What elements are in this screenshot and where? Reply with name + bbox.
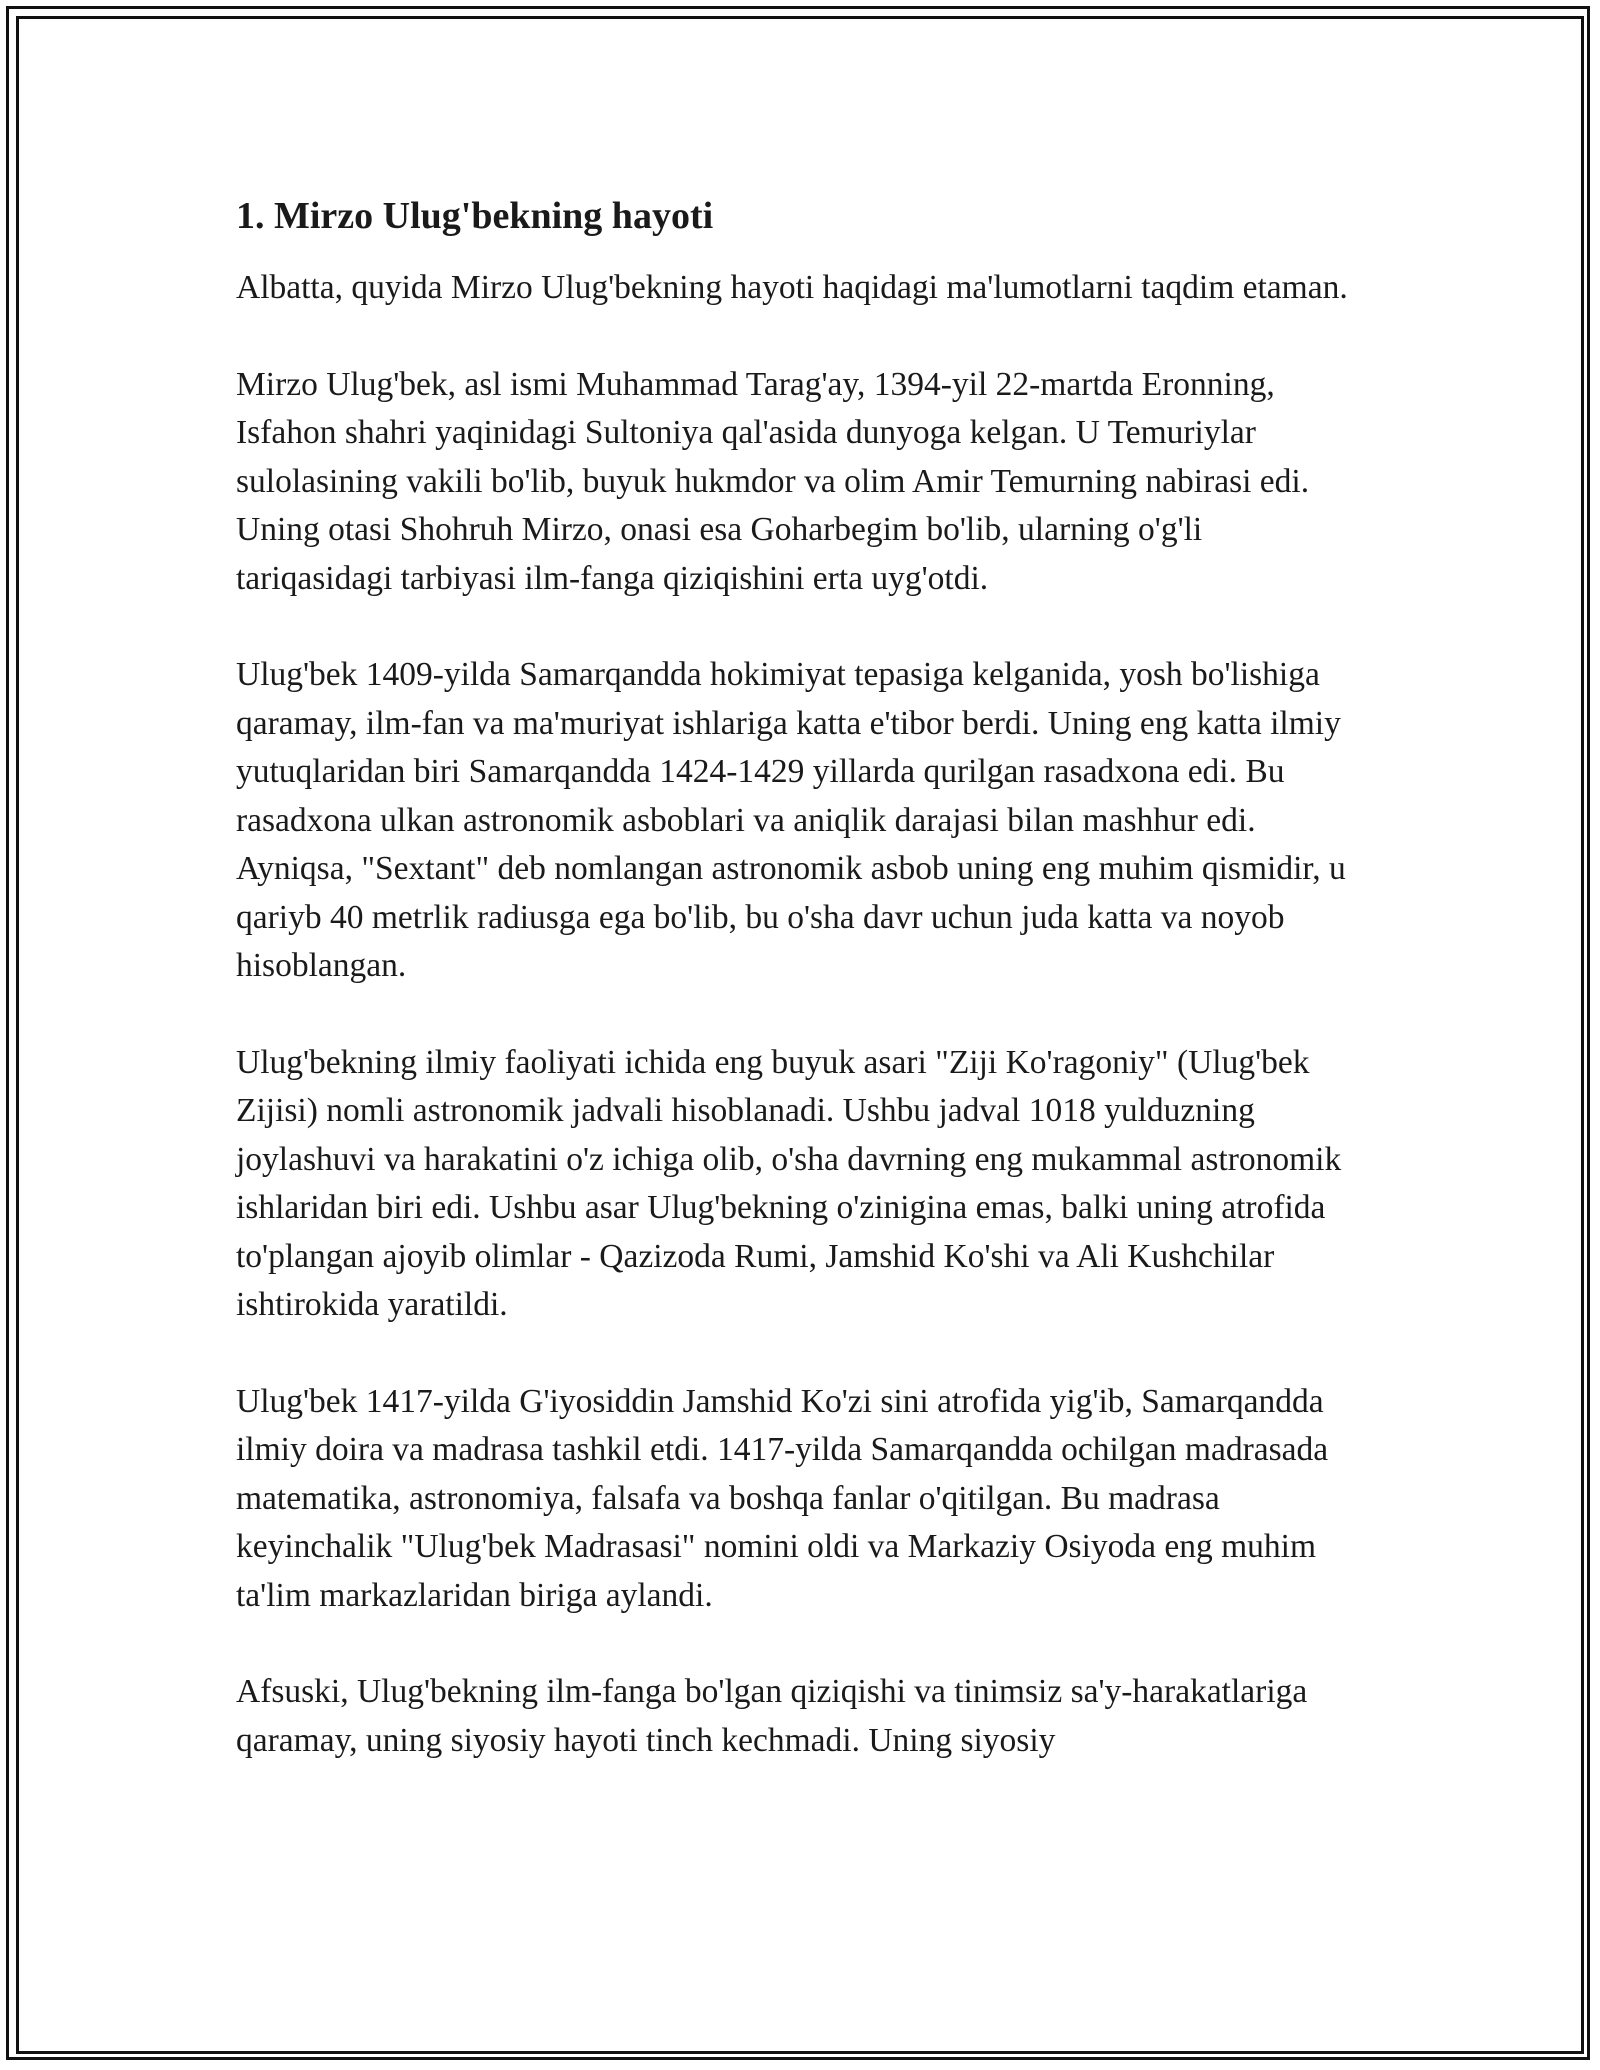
document-body bbox=[236, 190, 1366, 1813]
paragraph-observatory: Ulug'bek 1409-yilda Samarqandda hokimiyat tepasiga kelganida, yosh bo'lishiga qaramay, ilm-fan va ma'muriyat ishlariga katta e'tibor berdi. Uning eng katta ilmiy yutuqlaridan biri Samarqandda 1424-1429 yillarda qurilgan rasadxona edi. Bu rasadxona ulkan astronomik asboblari va aniqlik darajasi bilan mashhur edi. Ayniqsa, "Sextant" deb nomlangan astronomik asbob uning eng muhim qismidir, u qariyb 40 metrlik radiusga ega bo'lib, bu o'sha davr uchun juda katta va noyob hisoblangan. bbox=[236, 656, 1346, 984]
paragraph-birth: Mirzo Ulug'bek, asl ismi Muhammad Tarag'ay, 1394-yil 22-martda Eronning, Isfahon shahri yaqinidagi Sultoniya qal'asida dunyoga kelgan. U Temuriylar sulolasining vakili bo'lib, buyuk hukmdor va olim Amir Temurning nabirasi edi. Uning otasi Shohruh Mirzo, onasi esa Goharbegim bo'lib, ularning o'g'li tariqasidagi tarbiyasi ilm-fanga qiziqishini erta uyg'otdi. bbox=[236, 365, 1310, 597]
paragraph-politics: Afsuski, Ulug'bekning ilm-fanga bo'lgan qiziqishi va tinimsiz sa'y-harakatlariga qaramay, uning siyosiy hayoti tinch kechmadi. Uning siyosiy bbox=[236, 1673, 1308, 1759]
section-heading: 1. Mirzo Ulug'bekning hayoti bbox=[236, 195, 714, 237]
paragraph-intro: Albatta, quyida Mirzo Ulug'bekning hayoti haqidagi ma'lumotlarni taqdim etaman. bbox=[236, 269, 1348, 306]
paragraph-madrasa: Ulug'bek 1417-yilda G'iyosiddin Jamshid Ko'zi sini atrofida yig'ib, Samarqandda ilmiy doira va madrasa tashkil etdi. 1417-yilda Samarqandda ochilgan madrasada matematika, astronomiya, falsafa va boshqa fanlar o'qitilgan. Bu madrasa keyinchalik "Ulug'bek Madrasasi" nomini oldi va Markaziy Osiyoda eng muhim ta'lim markazlaridan biriga aylandi. bbox=[236, 1382, 1329, 1614]
paragraph-zij: Ulug'bekning ilmiy faoliyati ichida eng buyuk asari "Ziji Ko'ragoniy" (Ulug'bek Zijisi) nomli astronomik jadvali hisoblanadi. Ushbu jadval 1018 yulduzning joylashuvi va harakatini o'z ichiga olib, o'sha davrning eng mukammal astronomik ishlaridan biri edi. Ushbu asar Ulug'bekning o'zinigina emas, balki uning atrofida to'plangan ajoyib olimlar - Qazizoda Rumi, Jamshid Ko'shi va Ali Kushchilar ishtirokida yaratildi. bbox=[236, 1043, 1342, 1323]
